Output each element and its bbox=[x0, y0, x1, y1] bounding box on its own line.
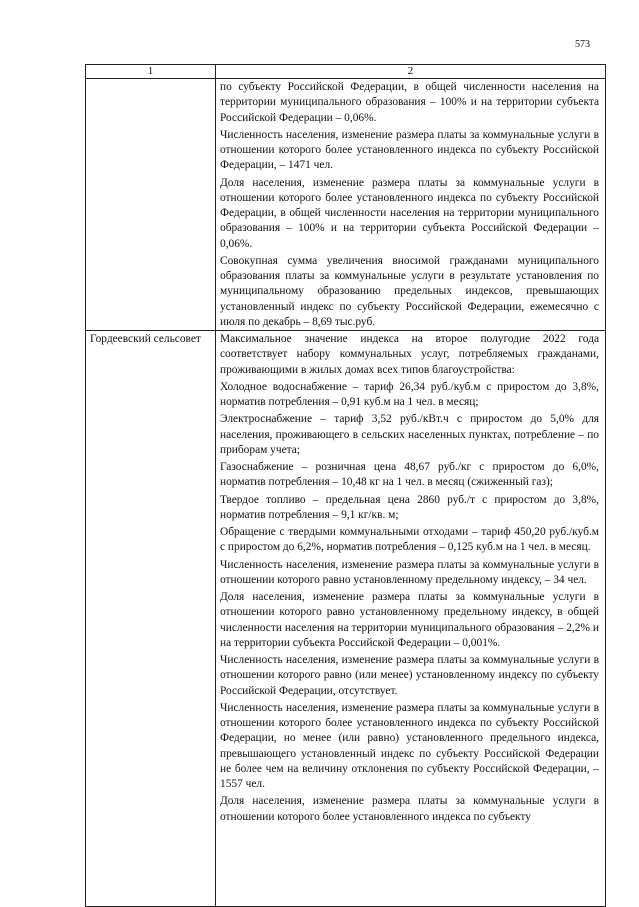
description-cell bbox=[216, 331, 606, 907]
paragraph: по субъекту Российской Федерации, в общей численности населения на территории муниципального образования – 100% и на территории субъекта Российской Федерации – 0,06%. bbox=[220, 81, 599, 124]
table-header-row bbox=[86, 65, 606, 79]
paragraph: Холодное водоснабжение – тариф 26,34 руб./куб.м с приростом до 3,8%, норматив потребления – 0,91 куб.м на 1 чел. в месяц; bbox=[220, 380, 599, 408]
paragraph: Максимальное значение индекса на второе полугодие 2022 года соответствует набору коммунальных услуг, потребляемых гражданами, проживающими в жилых домах всех типов благоустройства: bbox=[220, 333, 599, 376]
paragraph: Численность населения, изменение размера платы за коммунальные услуги в отношении которого более установленного индекса по субъекту Российской Федерации, но менее (или равно) установленного предельного индекса, превышающего установленный индекс по субъекту Российской Федерации не более чем на величину отклонения по субъекту Российской Федерации, – 1557 чел. bbox=[220, 701, 599, 790]
column-header-1: 1 bbox=[86, 65, 216, 79]
region-cell: Гордеевский сельсовет bbox=[86, 331, 216, 907]
paragraph: Доля населения, изменение размера платы за коммунальные услуги в отношении которого более установленного индекса по субъекту bbox=[220, 795, 599, 823]
paragraph: Численность населения, изменение размера платы за коммунальные услуги в отношении которого равно (или менее) установленному индексу по субъекту Российской Федерации, отсутствует. bbox=[220, 654, 599, 697]
region-cell bbox=[86, 79, 216, 331]
paragraph: Доля населения, изменение размера платы за коммунальные услуги в отношении которого равно установленному предельному индексу, в общей численности населения на территории муниципального образования – 2,2% и на территории субъекта Российской Федерации – 0,001%. bbox=[220, 591, 599, 649]
paragraph: Газоснабжение – розничная цена 48,67 руб./кг с приростом до 6,0%, норматив потребления – 10,48 кг на 1 чел. в месяц (сжиженный газ); bbox=[220, 461, 599, 489]
paragraph: Обращение с твердыми коммунальными отходами – тариф 450,20 руб./куб.м с приростом до 6,2%, норматив потребления – 0,125 куб.м на 1 чел. в месяц. bbox=[220, 526, 599, 554]
paragraph: Доля населения, изменение размера платы за коммунальные услуги в отношении которого более установленного индекса по субъекту Российской Федерации, в общей численности населения на территории муниципального образования – 100% и на территории субъекта Российской Федерации – 0,06%. bbox=[220, 176, 599, 250]
table-row bbox=[86, 79, 606, 331]
description-cell bbox=[216, 79, 606, 331]
table-row bbox=[86, 331, 606, 907]
paragraph: Совокупная сумма увеличения вносимой гражданами муниципального образования платы за коммунальные услуги в результате установления по муниципальному образованию предельных индексов, превышающих установленный индекс по субъекту Российской Федерации, ежемесячно с июля по декабрь – 8,69 тыс.руб. bbox=[220, 254, 599, 328]
paragraph: Электроснабжение – тариф 3,52 руб./кВт.ч с приростом до 5,0% для населения, проживающего в сельских населенных пунктах, потребление – по приборам учета; bbox=[220, 413, 599, 456]
paragraph: Твердое топливо – предельная цена 2860 руб./т с приростом до 3,8%, норматив потребления – 9,1 кг/кв. м; bbox=[220, 493, 599, 521]
page-number: 573 bbox=[575, 39, 590, 50]
paragraph: Численность населения, изменение размера платы за коммунальные услуги в отношении которого более установленного индекса по субъекту Российской Федерации, – 1471 чел. bbox=[220, 128, 599, 172]
column-header-2: 2 bbox=[216, 65, 606, 79]
document-table bbox=[85, 64, 606, 907]
paragraph: Численность населения, изменение размера платы за коммунальные услуги в отношении которого равно установленному предельному индексу, – 34 чел. bbox=[220, 558, 599, 586]
